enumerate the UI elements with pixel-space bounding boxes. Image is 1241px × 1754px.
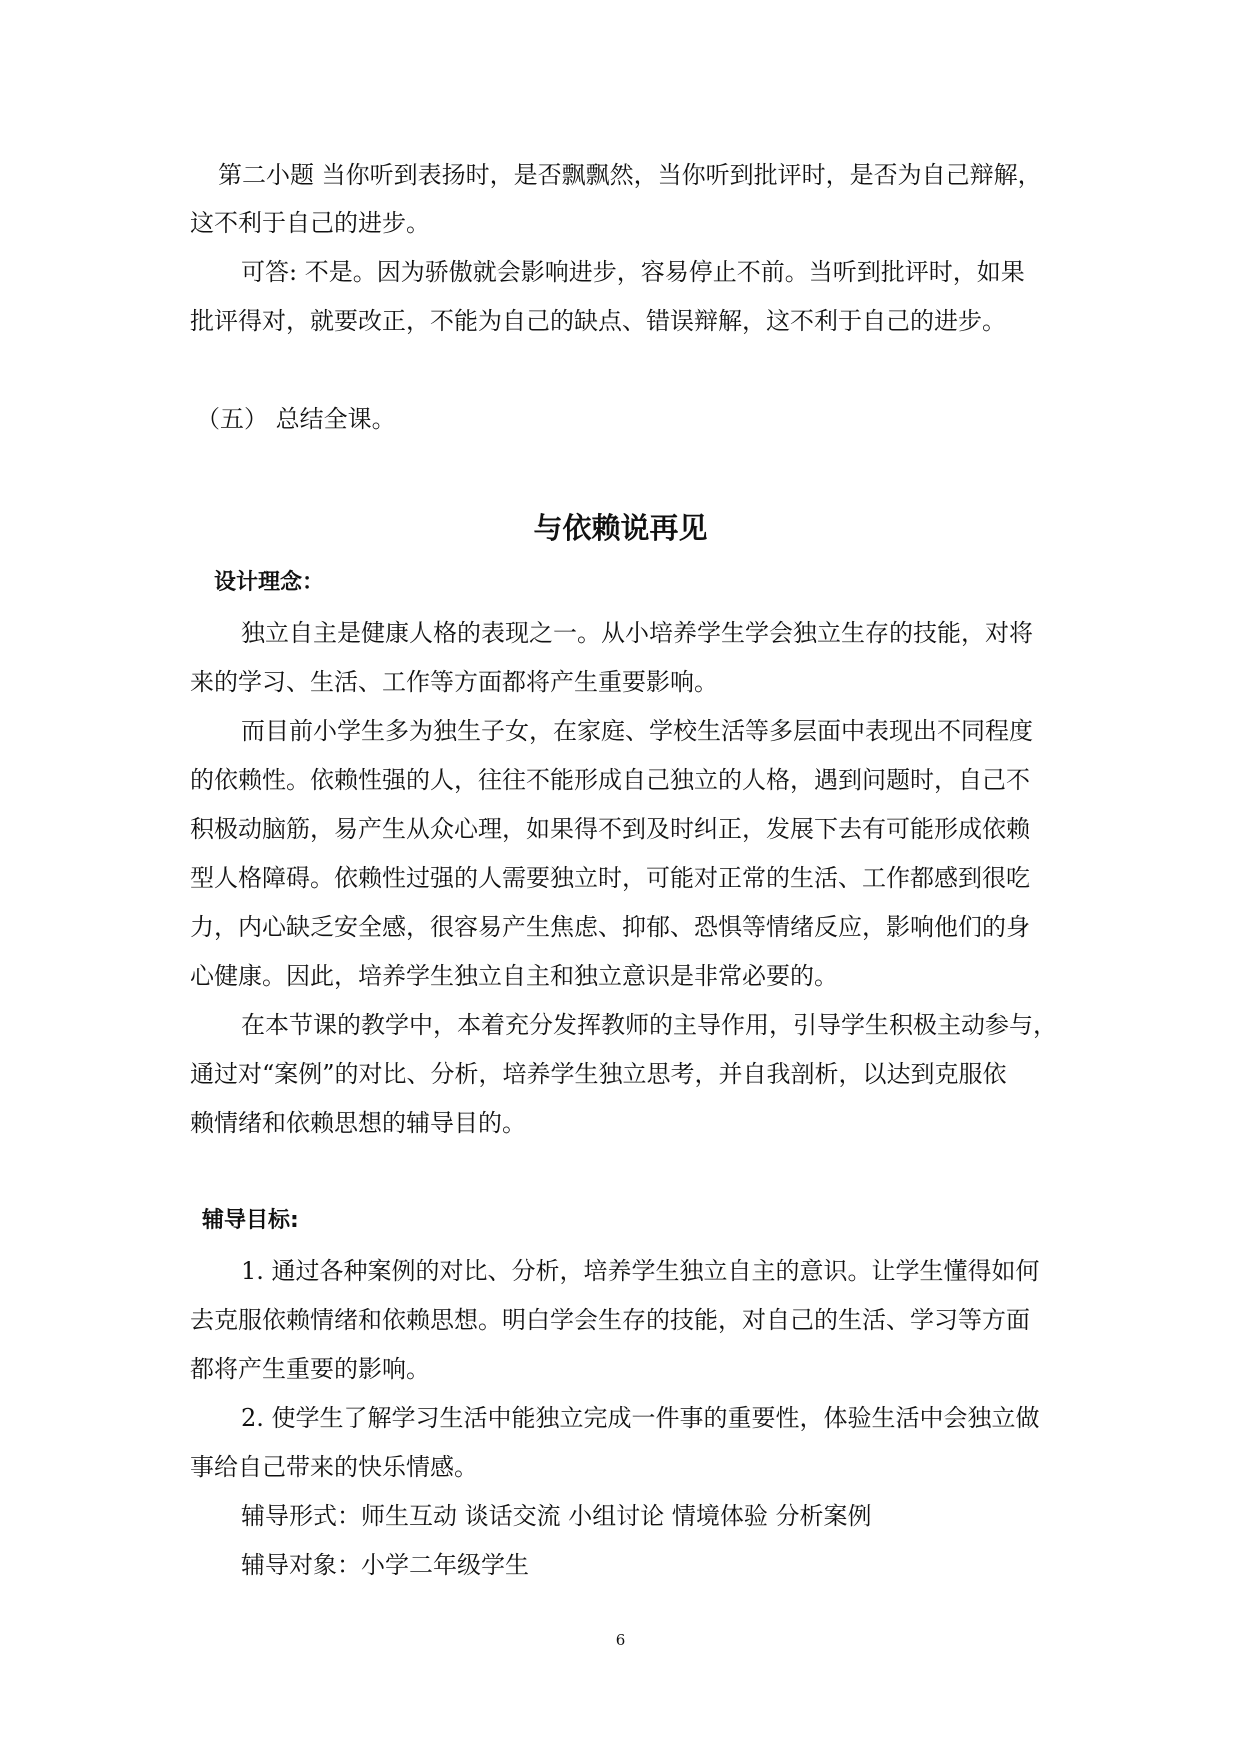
- answer-line-2: 批评得对，就要改正，不能为自己的缺点、错误辩解，这不利于自己的进步。: [190, 307, 1006, 335]
- page-number: 6: [615, 1631, 626, 1649]
- design-line-7: 力，内心缺乏安全感，很容易产生焦虑、抑郁、恐惧等情绪反应，影响他们的身: [190, 913, 1030, 941]
- goals-line-1: 1. 通过各种案例的对比、分析，培养学生独立自主的意识。让学生懂得如何: [241, 1257, 1040, 1285]
- lesson-title: 与依赖说再见: [533, 511, 708, 545]
- goals-line-3: 都将产生重要的影响。: [190, 1355, 430, 1383]
- design-line-11: 赖情绪和依赖思想的辅导目的。: [190, 1109, 526, 1137]
- question-line-1: 第二小题 当你听到表扬时，是否飘飘然，当你听到批评时，是否为自己辩解，: [218, 161, 1042, 189]
- target-line: 辅导对象：小学二年级学生: [241, 1551, 529, 1579]
- goals-line-2: 去克服依赖情绪和依赖思想。明白学会生存的技能，对自己的生活、学习等方面: [190, 1306, 1030, 1334]
- design-line-6: 型人格障碍。依赖性过强的人需要独立时，可能对正常的生活、工作都感到很吃: [190, 864, 1030, 892]
- design-line-1: 独立自主是健康人格的表现之一。从小培养学生学会独立生存的技能，对将: [241, 619, 1033, 647]
- design-line-3: 而目前小学生多为独生子女，在家庭、学校生活等多层面中表现出不同程度: [241, 717, 1033, 745]
- design-heading: 设计理念：: [214, 570, 325, 595]
- design-line-4: 的依赖性。依赖性强的人，往往不能形成自己独立的人格，遇到问题时，自己不: [190, 766, 1030, 794]
- summary-line: （五） 总结全课。: [196, 405, 396, 433]
- design-line-5: 积极动脑筋，易产生从众心理，如果得不到及时纠正，发展下去有可能形成依赖: [190, 815, 1030, 843]
- goals-heading: 辅导目标:: [202, 1208, 299, 1233]
- form-line: 辅导形式：师生互动 谈话交流 小组讨论 情境体验 分析案例: [241, 1502, 872, 1530]
- answer-line-1: 可答: 不是。因为骄傲就会影响进步，容易停止不前。当听到批评时，如果: [241, 258, 1025, 286]
- goals-line-4: 2. 使学生了解学习生活中能独立完成一件事的重要性，体验生活中会独立做: [241, 1404, 1040, 1432]
- design-line-8: 心健康。因此，培养学生独立自主和独立意识是非常必要的。: [190, 962, 838, 990]
- goals-line-5: 事给自己带来的快乐情感。: [190, 1453, 478, 1481]
- design-line-10: 通过对“案例”的对比、分析，培养学生独立思考，并自我剖析，以达到克服依: [190, 1060, 1007, 1088]
- design-line-9: 在本节课的教学中，本着充分发挥教师的主导作用，引导学生积极主动参与，: [241, 1011, 1057, 1039]
- question-line-2: 这不利于自己的进步。: [190, 209, 430, 237]
- design-line-2: 来的学习、生活、工作等方面都将产生重要影响。: [190, 668, 718, 696]
